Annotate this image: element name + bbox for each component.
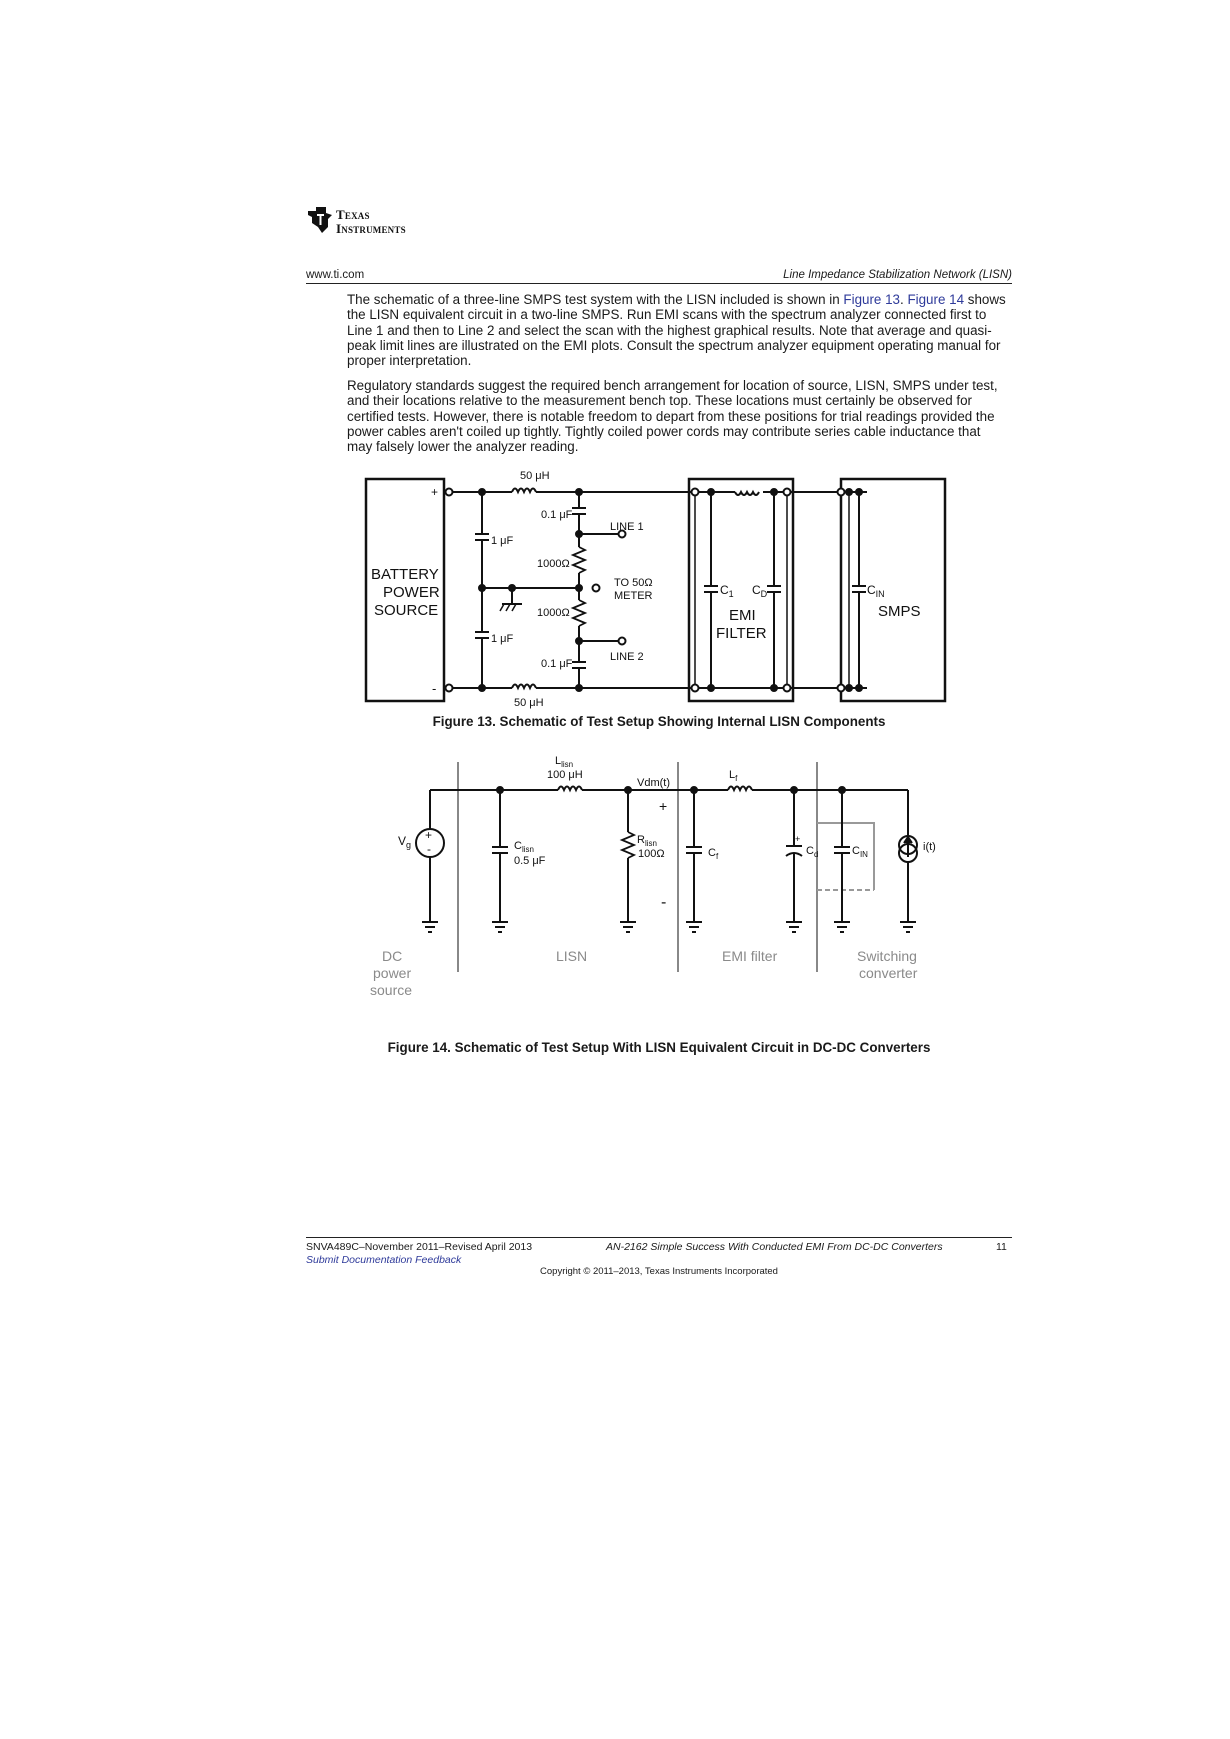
rlisn-resistor-icon [622,832,634,858]
p1-text-c: shows the LISN equivalent circuit in a two-line SMPS. Run EMI scans with the spectrum analyzer connected first to Line 1 and then to Line 2 and select the scan with the highest graphical results. Note that average and quasi-peak limit lines are illustrated on the EMI plots. Consult the spectrum analyzer equipment operating manual for proper interpretation. [347,292,1006,369]
cd-label: $C_D$ [752,583,768,599]
header-divider [306,283,1012,284]
meter-label-1: TO 50Ω [614,577,653,589]
battery-minus-label: - [432,681,437,696]
paragraph-1 [347,292,1007,368]
line2-label: LINE 2 [610,651,644,663]
resistor-top-icon [573,547,585,573]
footer-page-number: 11 [996,1241,1007,1253]
region-dc-label-3: source [370,982,413,998]
resistor-top-label: 1000Ω [537,558,570,570]
header-section-title: Line Impedance Stabilization Network (LISN) [783,269,1012,281]
battery-plus-label: + [431,485,439,499]
vg-plus-label: + [425,828,433,842]
brand-line-1: Texas [336,207,370,222]
cd-label: $C_d$ [806,845,819,859]
vg-minus-label: - [427,842,431,856]
llisn-label: $L_{lisn}$ [555,755,574,769]
it-label: i(t) [923,841,936,853]
cin-label: $C_{IN}$ [867,583,885,599]
figure-13-caption: Figure 13. Schematic of Test Setup Showing Internal LISN Components [432,714,886,729]
region-emi-label: EMI filter [722,948,778,964]
brand-line-2: Instruments [336,221,406,236]
ti-logo-icon [306,205,334,235]
rlisn-label: $R_{lisn}$ [637,834,657,848]
paragraph-2: Regulatory standards suggest the required bench arrangement for location of source, LISN, SMPS under test, and their locations relative to the measurement bench top. These locations must certainly be observed for certified tests. However, there is notable freedom to depart from these positions for trial readings provided the power cables aren't coiled up tightly. Tightly coiled power cords may contribute series cable inductance that may falsely lower the analyzer reading. [347,378,998,455]
cap-1uf-top-label: 1 μF [491,535,514,547]
region-lisn-label: LISN [556,948,588,964]
cf-label: $C_f$ [708,847,719,861]
region-dc-label-1: DC [382,948,403,964]
vdm-minus-label: - [661,894,667,911]
figure-14-caption: Figure 14. Schematic of Test Setup With LISN Equivalent Circuit in DC-DC Converters [387,1040,931,1055]
inductor-top-icon [512,489,536,493]
meter-label-2: METER [614,590,653,602]
footer-doc-title: AN-2162 Simple Success With Conducted EMI From DC-DC Converters [606,1241,943,1253]
inductor-bottom-icon [512,685,536,689]
clisn-value: 0.5 μF [514,855,546,867]
footer-doc-id: SNVA489C–November 2011–Revised April 2013 [306,1241,533,1253]
battery-label-3: SOURCE [374,602,439,619]
inductor-top-label: 50 μH [520,470,550,482]
cd-plus-label: + [795,834,801,844]
feedback-link[interactable]: Submit Documentation Feedback [306,1254,462,1266]
emi-label-1: EMI [729,607,756,624]
llisn-value: 100 μH [547,769,583,781]
emi-filter-box [689,479,793,701]
vdm-label: Vdm(t) [637,777,670,789]
clisn-label: $C_{lisn}$ [514,840,534,854]
cap-1uf-bottom-label: 1 μF [491,633,514,645]
lf-label: $L_f$ [729,769,738,783]
region-switching-label-2: converter [859,965,918,981]
figure-13-link[interactable]: Figure 13 [843,292,900,307]
brand-name [336,208,406,236]
battery-label-2: POWER [383,584,440,601]
region-switching-label-1: Switching [857,948,917,964]
ti-logo [306,205,446,245]
footer-copyright: Copyright © 2011–2013, Texas Instruments Incorporated [540,1266,778,1277]
smps-label: SMPS [878,603,921,620]
cap-top-label: 0.1 μF [541,509,573,521]
region-dc-label-2: power [373,965,412,981]
smps-box [841,479,945,701]
rlisn-value: 100Ω [638,848,665,860]
p1-text-a: The schematic of a three-line SMPS test system with the LISN included is shown in [347,292,844,307]
figure-14-link[interactable]: Figure 14 [907,292,965,307]
footer-divider [306,1237,1012,1238]
inductor-bottom-label: 50 μH [514,697,544,709]
battery-label-1: BATTERY [371,566,439,583]
cap-bottom-label: 0.1 μF [541,658,573,670]
figure-14-schematic [360,752,960,1007]
emi-label-2: FILTER [716,625,767,642]
vdm-plus-label: + [659,798,668,814]
header-url[interactable]: www.ti.com [306,269,365,281]
figure-13-schematic [360,466,950,716]
line1-label: LINE 1 [610,521,644,533]
vg-label: $V_g$ [398,834,412,850]
cin-label-14: $C_{IN}$ [852,845,868,859]
resistor-bottom-label: 1000Ω [537,607,570,619]
ground-symbols [422,922,916,932]
c1-label: $C_1$ [720,583,734,599]
p1-text-b: . [900,292,908,307]
resistor-bottom-icon [573,600,585,626]
